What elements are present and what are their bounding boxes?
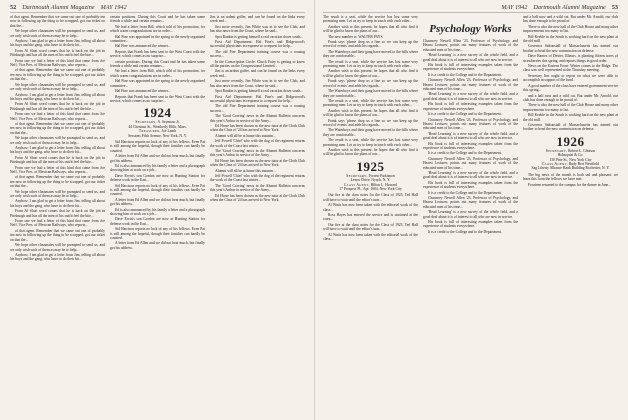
paragraph: Dave Ervin's son Gordon are now at Hunting Station for defense work in the East... [110, 173, 205, 183]
paragraph: 'Head Learning' is a new survey of the whole field, and a good deal about it is of interest to all who are now in service. [423, 210, 518, 219]
paragraph: Dave Barnes of Dexter, Illinois, is planting fifteen acres of strawberries this spring, and reports things in good order. [523, 54, 618, 63]
paragraph: Hal Fine was appointed in the spring to the newly organized committee... [110, 34, 205, 44]
paragraph: It is a credit to the College and to the Department. [428, 190, 502, 195]
page-number: 53 [611, 4, 618, 11]
left-column-3 [210, 15, 305, 263]
magazine-title: Dartmouth Alumni Magazine [22, 4, 95, 11]
paragraph: certain positions. During this Court and he has taken some friends a while and certain remains... [110, 15, 205, 24]
paragraph: It is a credit to the College and to the Department. [428, 151, 502, 156]
paragraph: The 'Good Craving' news in the Alumni Bulletin concerns this year's Arthur in service of the Army... [210, 114, 305, 123]
right-column-2 [423, 15, 518, 242]
paragraph: certain positions. During this Court and he has taken some friends a while and certain remains... [110, 59, 205, 69]
class-1925-officers: Secretary, Forrest Parkinson Lenox Drive, Nyack, N. Y. Class Agent, Hilton L. Howard 17 Prospect Pl., Apt. 1604, New York City [339, 173, 402, 191]
paragraph: Chauncey Newell Allen '23, Professor of Psychology, and Hearst Lecturer, points out many features of work of the educated men of his time... [423, 117, 518, 131]
paragraph: Anyhow, I am glad to get a letter from Jim, telling all about his boys and the gang, who have to do their bit... [10, 199, 105, 208]
right-page [315, 0, 628, 420]
paragraph: 'Head Learning' is a new survey of the whole field, and a good deal about it is of interest to all who are now in service. [423, 92, 518, 101]
paragraph: The 'Good Craving' news in the Alumni Bulletin concerns this year's Arthur in service of the Army... [210, 148, 305, 158]
paragraph: We hope other classmates will be prompted to send us, and we only wish such of them as may be to help... [10, 29, 105, 38]
paragraph: and a half now and a wild cat. But under Mr. Arnold, our club has done enough to be proud of. [523, 93, 618, 102]
feature-title: Psychology Works [429, 23, 512, 35]
paragraph: The old Fire Department training course was a rousing success... [210, 49, 305, 59]
paragraph: His book is full of interesting examples taken from the experience of students everywhere. [423, 141, 518, 150]
paragraph: of that agent. Remember that we came out one of probably ten now in following up the thing to be scrapped, got our ticket on that the... [10, 68, 105, 82]
paragraph: Fourteen returned to the campus for the dinner in June... [528, 182, 611, 187]
right-column-3 [523, 15, 618, 242]
paragraph: We hope other classmates will be prompted to send us, and we only wish such of them as may be to help... [10, 82, 105, 92]
paragraph: Ross Hayes has entered the service and is stationed at the coast... [323, 213, 418, 222]
paragraph: Jeff Powell 'Chief' who with the dog of the regiment returns the work of the Coast last winter... [210, 139, 305, 148]
paragraph: Sid Harrison reports no luck of any of his fellows. Even Pat is still among the hopeful, though their families can hardly be counted. [110, 183, 205, 197]
paragraph: Chauncey Newell Allen '23, Professor of Psychology, and Hearst Lecturer, points out many features of work of the educated men of his time... [423, 39, 518, 52]
class-year-heading: 1924 [143, 105, 172, 121]
paragraph: From one we had a letter of this kind that came from Joe Neff, Vice Pres. of Mexican Railways, who reports... [10, 219, 105, 228]
paragraph: A letter from Ed Allen and we did not hear much, but finally got his address. [110, 241, 205, 250]
paragraph: Ed is also announced by his family a letter and a photograph showing him at work on a job... [110, 207, 205, 217]
paragraph: Ed Horse has been chosen as the new tutor at the Cloth Club when the Class of '24 has arrived to New York. [210, 193, 305, 203]
paragraph: Anyhow, I am glad to get a letter from Jim, telling all about his boys and the gang, who have to do their bit... [10, 39, 105, 48]
paragraph: The Waterboys and their gang have moved to the hills where they are comfortable... [323, 128, 418, 137]
paragraph: of that agent. Remember that we came out one of probably ten now in following up the thing to be scrapped, got our ticket on that the... [10, 121, 105, 135]
paragraph: 'Head Learning' is a new survey of the whole field, and a good deal about it is of interest to all who are now in service. [423, 53, 518, 62]
paragraph: Anyhow, I am glad to get a letter from Jim, telling all about his boys and the gang, who have to do their bit... [10, 145, 105, 155]
paragraph: From one we had a letter of this kind that came from Joe Neff, Vice Pres. of Mexican Railways, who reports... [10, 58, 105, 68]
paragraph: Spot Rankin is getting himself a real vacation down south... [215, 89, 304, 94]
paragraph: Chauncey Newell Allen '23, Professor of Psychology, and Hearst Lecturer, points out many features of work of the educated men of his time... [423, 196, 518, 209]
paragraph: First Aid Department: Hal Fine's and Ridgewood's successful physicians in response to a request for help... [210, 40, 305, 49]
paragraph: 'Head Learning' is a new survey of the whole field, and a good deal about it is of interest to all who are now in service. [423, 131, 518, 141]
paragraph: News on the Eastern Front: Winter comes to the Ridge. The class was well represented at the Thursday meeting. [523, 64, 618, 73]
paragraph: We hope other classmates will be prompted to send us, and we only wish such of them as may be to help... [10, 189, 105, 199]
paragraph: From Al Sloat word comes that he is back on the job in Pittsburgh and has all the men of his outfit feel the bite... [10, 48, 105, 58]
paragraph: Reports that Frank has been sent to the West Coast with the service, which comes as no surprise... [110, 94, 205, 103]
paragraph: Frank says 'please drop us a line so we can keep up the record of events' and adds his regards... [323, 79, 418, 88]
paragraph: The Waterboys and their gang have moved to the hills where they are comfortable... [323, 89, 418, 98]
paragraph: First Aid Department: Hal Fine's and Ridgewood's successful physicians in response to a request for help... [210, 94, 305, 103]
paragraph: The old Fire Department training course was a rousing success... [210, 104, 305, 113]
class-1924-officers: Secretary, A. Seymour Jr. 44 Chestnut St., Weatherly Hills, Mass. Treasurer, Joe Lamb Sessions Fifth Avenue, New York, N. Y. [128, 120, 187, 138]
paragraph: Alumni will all be at home this autumn... [215, 168, 276, 173]
right-page-header [323, 4, 618, 13]
paragraph: Sid Harrison reports no luck of any of his fellows. Even Pat is still among the hopeful, though their families can hardly be counted. [110, 227, 205, 241]
paragraph: Jim is an ardent golfer, and can be found on the links every week end... [210, 15, 305, 24]
paragraph: From one we had a letter of this kind that came from Joe Neff, Vice Pres. of Mexican Railways, who reports... [10, 112, 105, 121]
paragraph: The big news of the month is both sad and pleasant: we learn this from the fellows we have met. [523, 172, 618, 182]
paragraph: The result is a seat, while the service has lost some very promising men. Let us try to keep in touch with each other... [323, 138, 418, 147]
paragraph: Our fire at the class notes for the Class of 1925, Ted Hall will have to wait until the editor's turn... [323, 193, 418, 202]
paragraph: It is a credit to the College and to the Department. [428, 229, 502, 234]
paragraph: Dave Ervin's son Gordon are now at Hunting Station for defense work in the East... [110, 217, 205, 226]
paragraph: His book is full of interesting examples taken from the experience of students everywhere. [423, 180, 518, 190]
paragraph: 'Head Learning' is a new survey of the whole field, and a good deal about it is of interest to all who are now in service. [423, 170, 518, 180]
paragraph: Hal Fine was announced the winner... [115, 44, 171, 49]
paragraph: There is also the new hall of the Club House and many other improvements too many to list. [523, 103, 618, 112]
paragraph: The Waterboys and their gang have moved to the hills where they are comfortable... [323, 49, 418, 59]
issue-date: MAY 1942 [100, 4, 127, 11]
paragraph: The result is a seat, while the service has lost some very promising men. Let us try to keep in touch with each other... [323, 15, 418, 24]
paragraph: From Al Sloat word comes that he is back on the job in Pittsburgh and has all the men of his outfit feel the bite... [10, 102, 105, 111]
paragraph: Another wish to this present: he hopes that all who find it will be glad to know the plans of our... [323, 69, 418, 78]
paragraph: His book is full of interesting examples taken from the experience of students everywhere. [423, 63, 518, 72]
paragraph: Frank says 'please drop us a line so we can keep up the record of events' and adds his regards... [323, 40, 418, 49]
paragraph: The result is a seat, while the service has lost some very promising men. Let us try to keep in touch with each other... [323, 98, 418, 108]
paragraph: Al Watts has now been taken with the editorial work of the class... [323, 203, 418, 212]
issue-date: MAY 1942 [501, 4, 528, 11]
paragraph: His book is full of interesting examples taken from the experience of students everywhere. [423, 220, 518, 229]
paragraph: We hope other classmates will be prompted to send us, and we only wish such of them as may be to help... [10, 136, 105, 145]
paragraph: Jim is an ardent golfer, and can be found on the links every week end... [210, 69, 305, 78]
paragraph: The result is a seat, while the service has lost some very promising men. Let us try to keep in touch with each other... [323, 59, 418, 69]
paragraph: We hope other classmates will be prompted to send us, and we only wish such of them as may be to help... [10, 243, 105, 252]
paragraph: There is also the new hall of the Club House and many other improvements too many to list. [523, 24, 618, 34]
left-page-header [10, 4, 305, 13]
class-year-heading: 1926 [556, 133, 585, 149]
paragraph: Secretary Jim ought to report on what we were able to accomplish in support of the fund. [523, 73, 618, 83]
left-page [0, 0, 313, 420]
paragraph: It is a credit to the College and to the Department. [428, 72, 502, 77]
paragraph: His book is full of interesting examples taken from the experience of students everywhere. [423, 102, 518, 111]
paragraph: Spot Rankin is getting himself a real vacation down south... [215, 34, 304, 39]
paragraph: Hal Fine was appointed in the spring to the newly organized committee... [110, 79, 205, 88]
paragraph: Hal Fine was announced the winner... [115, 89, 171, 94]
page-number: 52 [10, 4, 17, 11]
paragraph: and a half now and a wild cat. But under Mr. Arnold, our club has done enough to be proud of. [523, 15, 618, 24]
paragraph: A letter from Ed Allen and we did not hear much, but finally got his address. [110, 154, 205, 163]
paragraph: Governor Saltonstall of Massachusetts has named our brother to head the new commission on defense. [523, 122, 618, 132]
paragraph: Reports that Frank has been sent to the West Coast with the service, which comes as no surprise... [110, 49, 205, 59]
paragraph: Bill Keeble in the South is working hard on the new plant at the old mill. [523, 113, 618, 122]
paragraph: Just more recently, Jim White was in to see the Club, and has also news from the Coast, where he said... [210, 24, 305, 34]
paragraph: Chauncey Newell Allen '23, Professor of Psychology, and Hearst Lecturer, points out many features of work of the educated men of his time... [423, 78, 518, 92]
paragraph: Frank says 'please drop us a line so we can keep up the record of events' and adds his regards... [323, 118, 418, 127]
paragraph: of that agent. Remember that we came out one of probably ten now in following up the thing to be scrapped, got our ticket on that the... [10, 228, 105, 242]
paragraph: The 'Good Craving' news in the Alumni Bulletin concerns this year's Arthur in service of the Army... [210, 183, 305, 193]
paragraph: Another wish to this present: he hopes that all who find it will be glad to know the plans of our... [323, 24, 418, 34]
paragraph: We had a letter from Bill, which told of his promotion, for which warm congratulations are in order... [110, 24, 205, 34]
paragraph: Another wish to this present: he hopes that all who find it will be glad to know the plans of our... [323, 147, 418, 157]
paragraph: Ed is also announced by his family a letter and a photograph showing him at work on a job... [110, 163, 205, 173]
left-columns [10, 15, 305, 263]
paragraph: Another wish to this present: he hopes that all who find it will be glad to know the plans of our... [323, 108, 418, 118]
left-column-2 [110, 15, 205, 263]
paragraph: From one we had a letter of this kind that came from Joe Neff, Vice Pres. of Mexican Railways, who reports... [10, 165, 105, 174]
magazine-title: Dartmouth Alumni Magazine [533, 4, 606, 11]
left-column-1 [10, 15, 105, 263]
paragraph: Jeff Powell 'Chief' who with the dog of the regiment returns the work of the Coast last winter... [210, 174, 305, 183]
right-column-1 [323, 15, 418, 242]
paragraph: Alumni will all be at home this autumn... [215, 133, 276, 138]
paragraph: Governor Saltonstall of Massachusetts has named our brother to head the new commission on defense. [523, 44, 618, 53]
paragraph: of that agent. Remember that we came out one of probably ten now in following up the thing to be scrapped, got our ticket on that the... [10, 15, 105, 28]
paragraph: A letter from Ed Allen and we did not hear much, but finally got his address. [110, 197, 205, 207]
paragraph: Bill Keeble in the South is working hard on the new plant at the old mill. [523, 34, 618, 44]
paragraph: The new number is: WALTER PAYS. [328, 34, 384, 39]
paragraph: Anyhow, I am glad to get a letter from Jim, telling all about his boys and the gang, who have to do their bit... [10, 92, 105, 101]
paragraph: Ed Horse has been chosen as the new tutor at the Cloth Club when the Class of '24 has arrived to New York. [210, 158, 305, 168]
paragraph: Anyhow, I am glad to get a letter from Jim, telling all about his boys and the gang, who have to do their bit... [10, 252, 105, 262]
class-1926-officers: Secretary, Robert L. Gleason Holmquist & Co. 150 Pine St., New York City Class Agent, Rudy Bert Westfield Sag Liberty Alliance Bank Building Rochester, N. Y. [531, 148, 610, 171]
paragraph: From Al Sloat word comes that he is back on the job in Pittsburgh and has all the men of his outfit feel the bite... [10, 155, 105, 165]
paragraph: Sid Harrison reports no luck of any of his fellows. Even Pat is still among the hopeful, though their families can hardly be counted. [110, 139, 205, 153]
paragraph: A good number of the class have entered government service this spring... [523, 83, 619, 93]
paragraph: Al Watts has now been taken with the editorial work of the class... [323, 232, 418, 242]
paragraph: Chauncey Newell Allen '23, Professor of Psychology, and Hearst Lecturer, points out many features of work of the educated men of his time... [423, 156, 518, 170]
paragraph: In the Conscription Circle: Chuck Fairy is getting to know all the parties on the Congressional Limited... [210, 59, 305, 69]
paragraph: It is a credit to the College and to the Department. [428, 112, 502, 117]
paragraph: From Al Sloat word comes that he is back on the job in Pittsburgh and has all the men of his outfit feel the bite... [10, 209, 105, 218]
class-year-heading: 1925 [356, 158, 385, 174]
paragraph: Just more recently, Jim White was in to see the Club, and has also news from the Coast, where he said... [210, 79, 305, 88]
paragraph: We had a letter from Bill, which told of his promotion, for which warm congratulations are in order... [110, 69, 205, 78]
paragraph: of that agent. Remember that we came out one of probably ten now in following up the thing to be scrapped, got our ticket on that the... [10, 175, 105, 189]
paragraph: Ed Horse has been chosen as the new tutor at the Cloth Club when the Class of '24 has arrived to New York. [210, 123, 305, 133]
paragraph: Our fire at the class notes for the Class of 1925, Ted Hall will have to wait until the editor's turn... [323, 222, 418, 232]
right-columns [323, 15, 618, 242]
